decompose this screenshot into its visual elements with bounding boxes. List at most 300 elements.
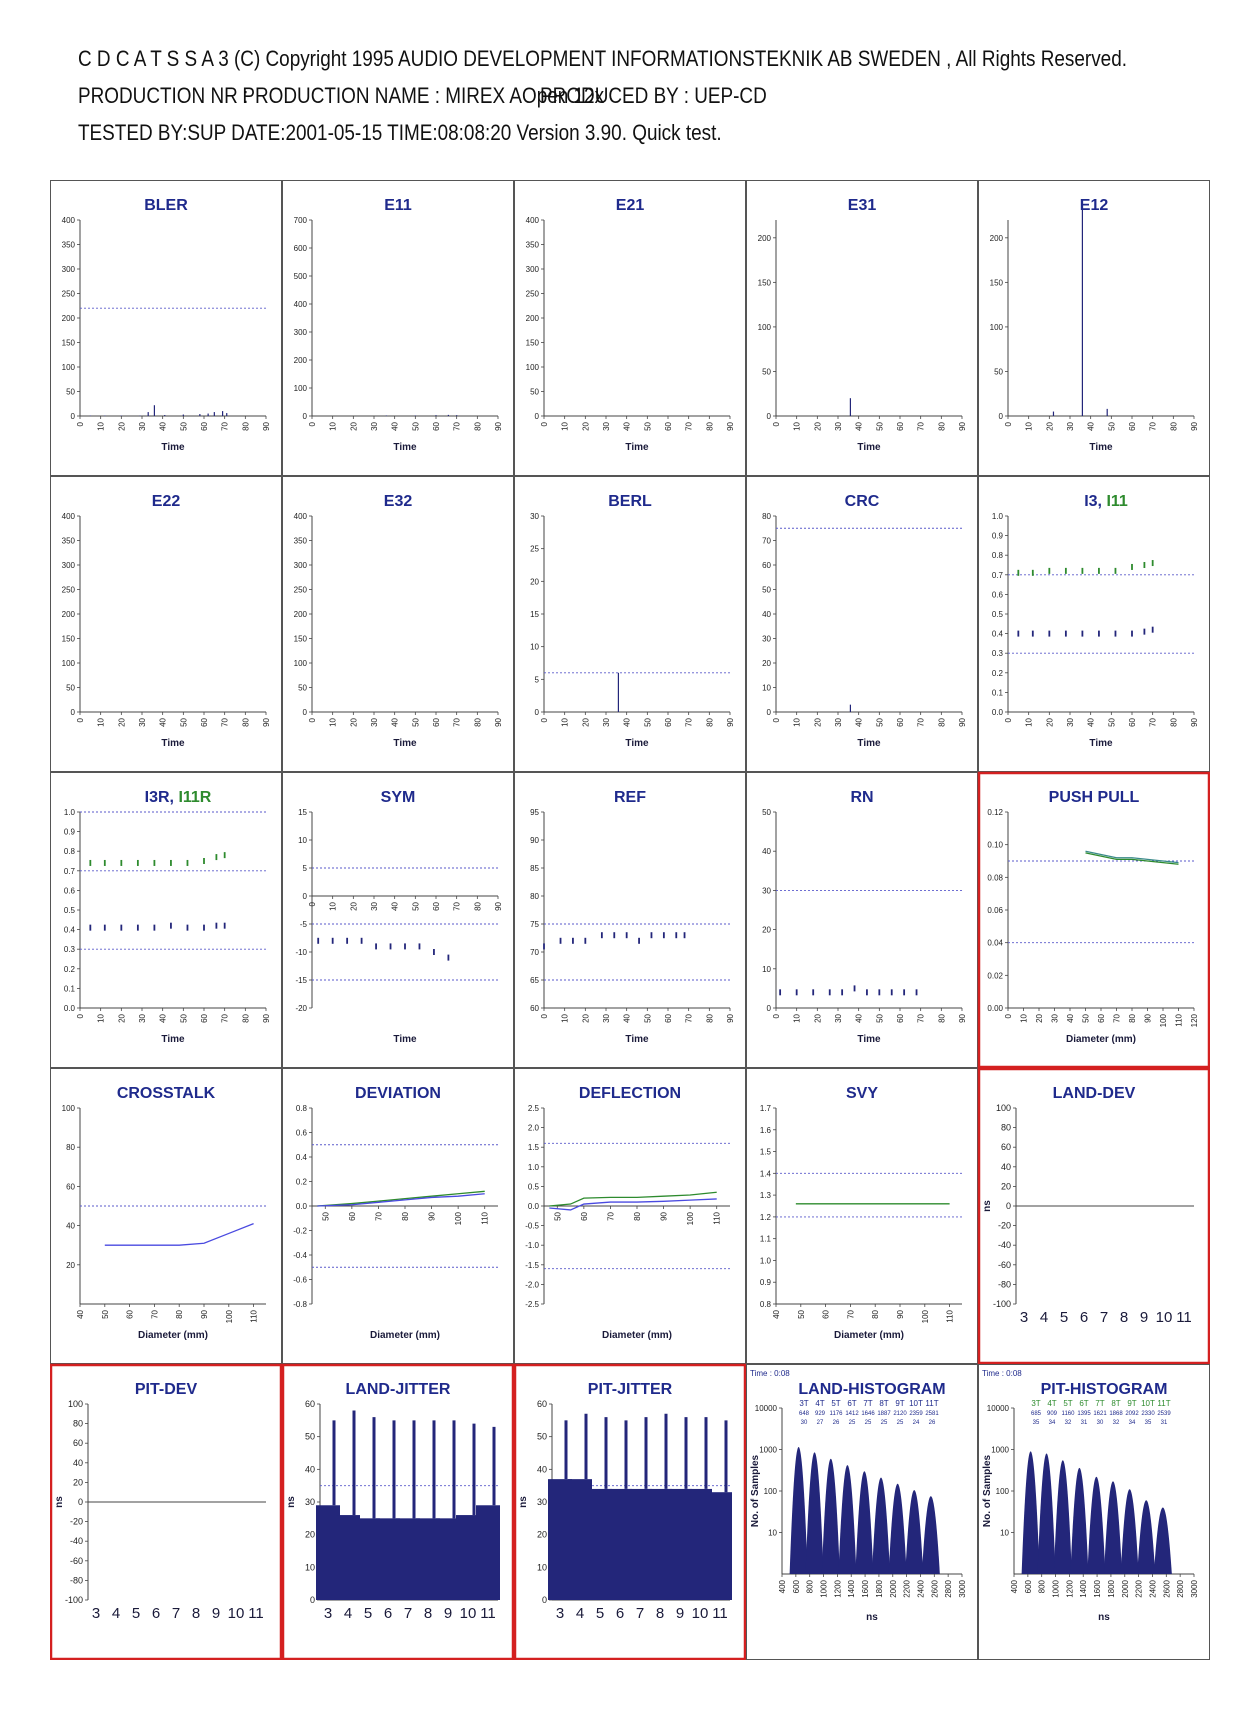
x-tick-label: 50 <box>179 422 189 431</box>
x-tick-label: 70 <box>1148 718 1158 727</box>
x-tick-label: 20 <box>1045 422 1055 431</box>
y-tick-label: 20 <box>762 659 771 668</box>
x-tick-label: 50 <box>875 1014 885 1023</box>
x-tick-label: 7 <box>635 1605 645 1622</box>
y-tick-label: 60 <box>536 1399 547 1409</box>
x-tick-label: 10 <box>328 422 338 431</box>
y-tick-label: -1.0 <box>525 1241 539 1251</box>
y-tick-label: 10000 <box>754 1404 777 1413</box>
legend-count: 1176 <box>829 1411 843 1417</box>
x-tick-label: 90 <box>427 1212 437 1221</box>
x-tick-label: 4 <box>343 1605 353 1622</box>
histogram-peak <box>1104 1481 1122 1574</box>
chart-landhist <box>747 1365 978 1660</box>
highlight-frame <box>979 1069 1209 1363</box>
y-tick-label: 1.5 <box>527 1143 539 1153</box>
x-tick-label: 60 <box>125 1310 135 1319</box>
chart-i3i11 <box>979 477 1210 772</box>
legend-count: 1887 <box>877 1411 891 1417</box>
chart-title: SVY <box>845 1085 879 1102</box>
y-tick-label: 10 <box>298 836 307 845</box>
x-tick-label: 60 <box>200 718 209 727</box>
x-tick-label: 2800 <box>1176 1580 1186 1598</box>
x-tick-label: 40 <box>854 718 864 727</box>
x-tick-label: 80 <box>705 718 715 727</box>
x-tick-label: 50 <box>179 718 189 727</box>
y-tick-label: 1000 <box>991 1445 1009 1455</box>
x-tick-label: 60 <box>432 902 441 911</box>
y-tick-label: 80 <box>66 1143 75 1153</box>
legend-count: 929 <box>814 1411 826 1417</box>
legend-entry: 3T <box>1031 1399 1041 1408</box>
y-tick-label: 2.5 <box>527 1104 539 1113</box>
x-tick-label: 30 <box>834 1014 843 1023</box>
x-tick-label: 80 <box>473 422 483 431</box>
x-tick-label: 0 <box>76 422 85 427</box>
x-tick-label: 1600 <box>1093 1580 1103 1598</box>
legend-entry: 4T <box>815 1399 825 1408</box>
x-tick-label: 50 <box>553 1212 563 1221</box>
legend-count: 1160 <box>1061 1411 1075 1417</box>
y-tick-label: 0.02 <box>987 971 1003 981</box>
histogram-peak <box>872 1478 890 1574</box>
y-tick-label: 10 <box>762 683 771 693</box>
y-tick-label: 300 <box>293 561 307 570</box>
x-tick-label: 4 <box>575 1605 585 1622</box>
x-tick-label: 3 <box>555 1605 565 1622</box>
legend-count: 2330 <box>1141 1411 1155 1417</box>
y-tick-label: 200 <box>757 233 771 243</box>
x-tick-label: 0 <box>540 422 549 427</box>
x-tick-label: 8 <box>1119 1309 1129 1326</box>
x-tick-label: 80 <box>473 718 483 727</box>
x-tick-label: 0 <box>308 422 317 427</box>
y-tick-label: 400 <box>61 216 75 225</box>
y-tick-label: 150 <box>61 634 75 644</box>
chart-title: DEVIATION <box>355 1085 441 1102</box>
x-tick-label: 90 <box>726 1014 735 1023</box>
x-tick-label: 70 <box>452 422 462 431</box>
y-tick-label: 0.0 <box>63 1004 75 1013</box>
x-tick-label: 110 <box>480 1212 490 1225</box>
legend-entry: 9T <box>895 1399 905 1408</box>
chart-rn <box>747 773 978 1068</box>
y-tick-label: -40 <box>69 1536 83 1547</box>
y-tick-label: 85 <box>530 864 539 873</box>
y-tick-label: 0.8 <box>759 1300 771 1309</box>
y-tick-label: 5 <box>302 864 307 873</box>
chart-ref <box>515 773 746 1068</box>
x-tick-label: 40 <box>1086 422 1096 431</box>
y-tick-label: 0.4 <box>991 629 1003 639</box>
y-tick-label: 75 <box>530 920 539 929</box>
y-tick-label: 0.12 <box>987 808 1003 817</box>
x-tick-label: 100 <box>920 1310 930 1324</box>
histogram-peak <box>855 1471 873 1574</box>
x-tick-label: 30 <box>370 718 379 727</box>
x-tick-label: 30 <box>602 718 611 727</box>
y-tick-label: 0.4 <box>63 925 75 935</box>
y-tick-label: 50 <box>762 585 771 595</box>
x-tick-label: 10 <box>792 422 802 431</box>
y-tick-label: 95 <box>530 808 539 817</box>
x-tick-label: 30 <box>370 422 379 431</box>
y-axis-label: No. of Samples <box>750 1454 761 1528</box>
x-tick-label: 50 <box>1107 718 1117 727</box>
y-tick-label: 0.1 <box>63 984 75 994</box>
y-tick-label: 0.8 <box>63 847 75 857</box>
chart-pushpull <box>979 773 1210 1068</box>
y-tick-label: 100 <box>293 659 307 668</box>
x-tick-label: 50 <box>1081 1014 1091 1023</box>
x-tick-label: 60 <box>1097 1014 1106 1023</box>
chart-crosstalk <box>51 1069 282 1364</box>
x-tick-label: 60 <box>432 422 441 431</box>
chart-title: I3, I11 <box>1084 493 1128 510</box>
legend-sigma: 32 <box>1112 1420 1120 1426</box>
x-tick-label: 10 <box>96 718 106 727</box>
x-tick-label: 50 <box>875 422 885 431</box>
y-tick-label: 200 <box>61 314 75 323</box>
series-line <box>549 1192 716 1206</box>
chart-frame <box>51 1365 282 1660</box>
y-tick-label: 1.2 <box>759 1212 771 1222</box>
chart-frame <box>515 1069 746 1364</box>
y-tick-label: 100 <box>67 1399 83 1409</box>
x-tick-label: 9 <box>211 1605 221 1622</box>
x-tick-label: 50 <box>179 1014 189 1023</box>
y-tick-label: -0.8 <box>293 1300 307 1309</box>
x-tick-label: 40 <box>158 1014 168 1023</box>
histogram-peak <box>1121 1489 1139 1574</box>
y-tick-label: -100 <box>64 1595 83 1605</box>
y-tick-label: 70 <box>530 948 539 957</box>
chart-grid-canvas <box>50 180 1210 1660</box>
y-tick-label: 150 <box>525 338 539 348</box>
x-tick-label: 1600 <box>861 1580 871 1598</box>
x-tick-label: 50 <box>1107 422 1117 431</box>
y-tick-label: 20 <box>304 1529 315 1540</box>
y-tick-label: 250 <box>61 289 75 299</box>
x-tick-label: 3000 <box>958 1580 967 1598</box>
histogram-peak <box>1087 1477 1105 1574</box>
chart-frame <box>283 773 514 1068</box>
x-axis-label: ns <box>1098 1612 1110 1623</box>
x-tick-label: 800 <box>805 1580 815 1594</box>
legend-count: 909 <box>1046 1411 1058 1417</box>
y-tick-label: 40 <box>1000 1161 1011 1172</box>
x-tick-label: 70 <box>220 718 230 727</box>
y-tick-label: 1.5 <box>759 1147 771 1157</box>
chart-frame <box>51 1069 282 1364</box>
x-tick-label: 600 <box>791 1580 801 1594</box>
y-tick-label: 50 <box>304 1431 315 1442</box>
y-tick-label: 0.1 <box>991 688 1003 698</box>
x-tick-label: 80 <box>937 1014 947 1023</box>
x-axis-label: Time <box>161 738 185 749</box>
x-tick-label: 50 <box>643 422 653 431</box>
x-tick-label: 80 <box>1169 422 1179 431</box>
y-tick-label: 1.7 <box>759 1104 771 1113</box>
chart-e11 <box>283 181 514 476</box>
histogram-peak <box>1054 1460 1072 1574</box>
x-tick-label: 20 <box>349 902 359 911</box>
x-tick-label: 10 <box>792 718 802 727</box>
y-tick-label: 30 <box>304 1497 315 1507</box>
y-tick-label: 0.6 <box>295 1128 307 1138</box>
x-axis-label: Time <box>1089 442 1113 453</box>
y-tick-label: 30 <box>762 886 771 896</box>
x-tick-label: 20 <box>813 1014 823 1023</box>
x-tick-label: 0 <box>76 1014 85 1019</box>
chart-e32 <box>283 477 514 772</box>
legend-count: 1412 <box>845 1411 859 1417</box>
y-tick-label: 40 <box>762 847 771 857</box>
x-axis-label: Time <box>393 442 417 453</box>
y-tick-label: 0.3 <box>63 945 75 955</box>
chart-title: PIT-DEV <box>134 1381 198 1398</box>
legend-entry: 7T <box>863 1399 873 1408</box>
y-tick-label: 10 <box>1000 1528 1009 1538</box>
y-tick-label: -1.5 <box>525 1260 539 1270</box>
x-tick-label: 1400 <box>1079 1580 1089 1598</box>
y-tick-label: 150 <box>293 634 307 644</box>
chart-e22 <box>51 477 282 772</box>
x-tick-label: 60 <box>200 422 209 431</box>
x-tick-label: 40 <box>158 422 168 431</box>
x-tick-label: 40 <box>622 1014 632 1023</box>
y-tick-label: 0 <box>534 412 539 421</box>
x-tick-label: 50 <box>796 1310 806 1319</box>
y-tick-label: 350 <box>61 240 75 250</box>
chart-title: PIT-JITTER <box>587 1381 673 1398</box>
chart-title: CRC <box>844 493 880 510</box>
y-tick-label: 350 <box>61 536 75 546</box>
x-tick-label: 80 <box>241 718 251 727</box>
legend-sigma: 25 <box>848 1420 856 1426</box>
produced-by: PRODUCED BY : UEP-CD <box>540 83 767 108</box>
y-tick-label: 80 <box>72 1418 83 1429</box>
y-tick-label: -15 <box>295 976 307 985</box>
x-tick-label: 20 <box>813 422 823 431</box>
chart-title: BLER <box>144 197 188 214</box>
legend-entry: 8T <box>1111 1399 1121 1408</box>
y-tick-label: 0 <box>302 892 307 901</box>
x-tick-label: 6 <box>1079 1309 1089 1326</box>
legend-entry: 11T <box>1157 1399 1171 1408</box>
x-tick-label: 2200 <box>1134 1580 1144 1598</box>
histogram-peak <box>922 1496 940 1574</box>
x-tick-label: 70 <box>220 422 230 431</box>
x-tick-label: 0 <box>1004 422 1013 427</box>
legend-entry: 7T <box>1095 1399 1105 1408</box>
y-tick-label: 20 <box>536 1529 547 1540</box>
y-tick-label: 100 <box>995 1103 1011 1113</box>
y-tick-label: 0.06 <box>987 906 1003 915</box>
legend-count: 648 <box>798 1411 810 1417</box>
x-tick-label: 8 <box>655 1605 665 1622</box>
x-tick-label: 50 <box>100 1310 110 1319</box>
x-tick-label: 80 <box>473 902 483 911</box>
x-tick-label: 40 <box>1086 718 1096 727</box>
x-tick-label: 50 <box>411 902 421 911</box>
y-tick-label: 0.10 <box>987 840 1003 850</box>
legend-entry: 6T <box>1079 1399 1089 1408</box>
y-tick-label: 200 <box>293 610 307 619</box>
chart-pitjitter <box>515 1365 746 1660</box>
x-tick-label: 110 <box>945 1310 955 1323</box>
x-tick-label: 2400 <box>1148 1580 1158 1598</box>
y-tick-label: -2.0 <box>525 1280 539 1290</box>
x-tick-label: 40 <box>390 718 400 727</box>
chart-i3ri11r <box>51 773 282 1068</box>
x-axis-label: Diameter (mm) <box>1065 1034 1137 1045</box>
x-tick-label: 80 <box>241 1014 251 1023</box>
x-tick-label: 10 <box>227 1605 245 1622</box>
y-tick-label: -0.4 <box>293 1251 307 1260</box>
x-tick-label: 80 <box>705 422 715 431</box>
y-tick-label: -20 <box>295 1004 307 1013</box>
y-tick-label: 60 <box>66 1182 75 1192</box>
chart-title: REF <box>614 789 646 806</box>
x-tick-label: 80 <box>1169 718 1179 727</box>
y-tick-label: 1.0 <box>991 512 1003 521</box>
x-tick-label: 40 <box>390 902 400 911</box>
x-tick-label: 20 <box>581 422 591 431</box>
y-tick-label: 0 <box>70 708 75 717</box>
test-info-line: TESTED BY:SUP DATE:2001-05-15 TIME:08:08:20 Version 3.90. Quick test. <box>78 120 722 145</box>
y-tick-label: -80 <box>69 1575 83 1586</box>
legend-entry: 8T <box>879 1399 889 1408</box>
x-axis-label: Time <box>857 442 881 453</box>
y-tick-label: 0 <box>302 412 307 421</box>
y-tick-label: 600 <box>293 244 307 253</box>
y-tick-label: -80 <box>997 1279 1011 1290</box>
x-tick-label: 60 <box>821 1310 831 1319</box>
x-tick-label: 60 <box>896 1014 905 1023</box>
x-tick-label: 20 <box>581 1014 591 1023</box>
x-tick-label: 800 <box>1037 1580 1047 1594</box>
x-tick-label: 80 <box>937 718 947 727</box>
x-tick-label: 1800 <box>874 1580 884 1598</box>
x-tick-label: 90 <box>494 718 503 727</box>
y-tick-label: 10000 <box>986 1404 1009 1413</box>
chart-title: PUSH PULL <box>1048 789 1140 806</box>
highlight-frame <box>51 1365 281 1659</box>
y-axis-label: ns <box>518 1496 529 1508</box>
legend-sigma: 27 <box>816 1420 824 1426</box>
y-tick-label: 1.4 <box>759 1169 771 1179</box>
x-tick-label: 80 <box>937 422 947 431</box>
jitter-band <box>708 1492 732 1600</box>
x-tick-label: 10 <box>459 1605 477 1622</box>
x-tick-label: 20 <box>117 718 127 727</box>
y-tick-label: 0.00 <box>987 1004 1003 1013</box>
production-line <box>78 77 1024 114</box>
x-tick-label: 0 <box>772 422 781 427</box>
y-tick-label: 0.2 <box>63 964 75 974</box>
y-tick-label: 30 <box>530 512 539 521</box>
chart-title: E31 <box>847 197 877 214</box>
histogram-peak <box>905 1490 923 1574</box>
chart-title: E12 <box>1079 197 1109 214</box>
x-tick-label: 8 <box>191 1605 201 1622</box>
y-tick-label: 200 <box>525 314 539 323</box>
legend-sigma: 25 <box>880 1420 888 1426</box>
x-tick-label: 30 <box>1066 422 1075 431</box>
y-tick-label: 150 <box>989 278 1003 288</box>
y-tick-label: 250 <box>293 585 307 595</box>
x-tick-label: 0 <box>1004 1014 1013 1019</box>
y-tick-label: 0 <box>534 708 539 717</box>
y-tick-label: 50 <box>762 808 771 817</box>
x-axis-label: Time <box>393 738 417 749</box>
x-axis-label: Time <box>161 1034 185 1045</box>
y-tick-label: 100 <box>61 659 75 668</box>
y-tick-label: 0.3 <box>991 649 1003 659</box>
x-tick-label: 70 <box>684 422 694 431</box>
x-tick-label: 70 <box>916 1014 926 1023</box>
legend-count: 1868 <box>1109 1411 1123 1417</box>
x-tick-label: 90 <box>1143 1014 1153 1023</box>
x-tick-label: 60 <box>896 422 905 431</box>
y-tick-label: 300 <box>293 328 307 337</box>
y-tick-label: 20 <box>530 577 539 587</box>
x-tick-label: 70 <box>220 1014 230 1023</box>
x-tick-label: 9 <box>675 1605 685 1622</box>
production-name: PRODUCTION NAME : MIREX AOpen 12x <box>242 83 605 108</box>
x-tick-label: 1200 <box>833 1580 843 1598</box>
y-tick-label: 400 <box>61 512 75 521</box>
x-tick-label: 30 <box>602 1014 611 1023</box>
y-tick-label: 0.0 <box>295 1202 307 1211</box>
legend-entry: 5T <box>831 1399 841 1408</box>
y-tick-label: 0.04 <box>987 938 1003 948</box>
y-axis-label: ns <box>54 1496 65 1508</box>
x-tick-label: 110 <box>1174 1014 1184 1027</box>
chart-title: E32 <box>383 493 413 510</box>
y-tick-label: 200 <box>989 233 1003 243</box>
x-axis-label: Diameter (mm) <box>369 1330 441 1341</box>
x-tick-label: 600 <box>1023 1580 1033 1594</box>
y-tick-label: 20 <box>72 1477 83 1488</box>
series-line <box>549 1199 716 1210</box>
y-tick-label: 1.0 <box>759 1256 771 1266</box>
x-tick-label: 70 <box>150 1310 160 1319</box>
y-tick-label: 500 <box>293 272 307 281</box>
x-tick-label: 4 <box>1039 1309 1049 1326</box>
x-tick-label: 30 <box>1050 1014 1060 1023</box>
chart-title: RN <box>850 789 874 806</box>
x-tick-label: 6 <box>615 1605 625 1622</box>
chart-title: I3R, I11R <box>144 789 212 806</box>
chart-landdev <box>979 1069 1210 1364</box>
x-tick-label: 70 <box>374 1212 384 1221</box>
x-tick-label: 90 <box>494 422 503 431</box>
jitter-band <box>476 1505 500 1600</box>
legend-entry: 4T <box>1047 1399 1057 1408</box>
x-tick-label: 10 <box>1019 1014 1029 1023</box>
x-tick-label: 11 <box>1176 1309 1192 1326</box>
legend-count: 685 <box>1030 1411 1042 1417</box>
legend-entry: 10T <box>1141 1399 1155 1408</box>
x-tick-label: 40 <box>1066 1014 1075 1023</box>
x-tick-label: 60 <box>1128 718 1137 727</box>
y-tick-label: 15 <box>530 610 539 619</box>
x-tick-label: 30 <box>138 718 147 727</box>
y-tick-label: 700 <box>293 216 307 225</box>
y-tick-label: 40 <box>304 1464 315 1475</box>
